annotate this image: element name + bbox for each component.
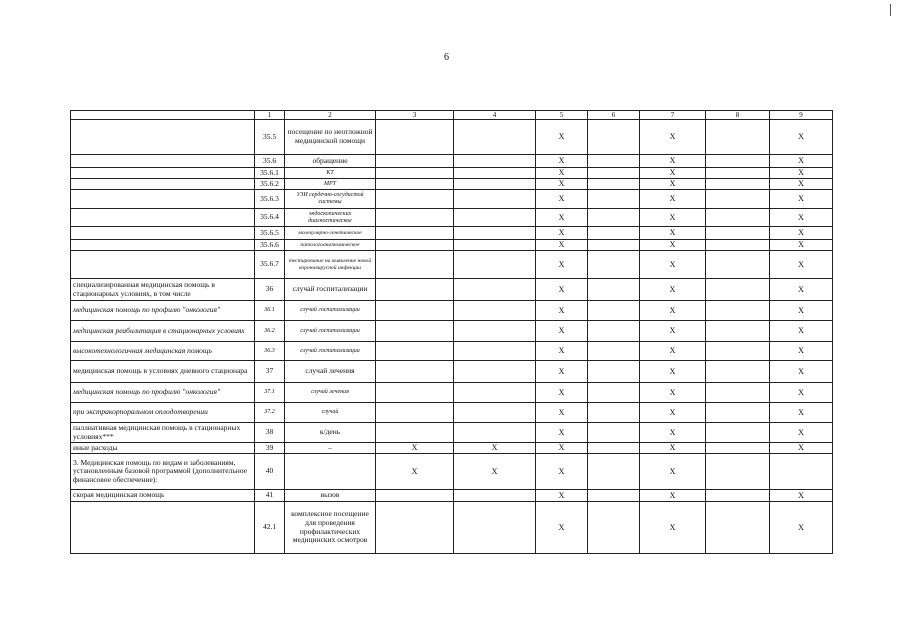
col-5-cell: X [536,454,588,490]
unit-of-measure-cell: случай [285,403,376,423]
table-row [71,454,833,490]
col-3-cell: X [376,454,454,490]
unit-of-measure-cell: комплексное посещение для проведения профилактических медицинских осмотров [285,502,376,554]
row-number-cell: 36.1 [255,301,285,321]
row-number-cell: 37.1 [255,383,285,403]
row-name-cell: медицинская помощь в условиях дневного стационара [71,361,255,383]
row-number-cell: 37 [255,361,285,383]
col-3-cell [376,490,454,502]
col-9-cell: X [770,120,833,155]
col-9-cell: X [770,490,833,502]
row-name-cell [71,190,255,209]
col-8-cell [706,179,770,190]
col-3-cell [376,251,454,279]
col-4-cell [454,168,536,179]
unit-of-measure-cell: УЗИ сердечно-сосудистой системы [285,190,376,209]
col-3-cell [376,383,454,403]
col-5-cell: X [536,490,588,502]
col-5-cell: X [536,321,588,342]
unit-of-measure-cell: молекулярно-генетическое [285,227,376,240]
row-number-cell: 35.6.5 [255,227,285,240]
col-4-cell [454,490,536,502]
col-3-cell: X [376,443,454,454]
row-number-cell: 35.6.7 [255,251,285,279]
header-cell-6: 6 [588,111,640,120]
header-cell-7: 7 [640,111,706,120]
col-9-cell: X [770,279,833,301]
unit-of-measure-cell: – [285,443,376,454]
col-6-cell [588,209,640,227]
col-6-cell [588,251,640,279]
col-8-cell [706,361,770,383]
col-3-cell [376,190,454,209]
unit-of-measure-cell: случай госпитализации [285,342,376,361]
col-7-cell: X [640,490,706,502]
col-5-cell: X [536,342,588,361]
col-6-cell [588,383,640,403]
col-4-cell [454,502,536,554]
col-8-cell [706,342,770,361]
unit-of-measure-cell: случай госпитализации [285,279,376,301]
col-7-cell: X [640,454,706,490]
col-7-cell: X [640,227,706,240]
col-8-cell [706,120,770,155]
col-3-cell [376,227,454,240]
col-4-cell [454,383,536,403]
col-9-cell: X [770,227,833,240]
table-row [71,361,833,383]
col-8-cell [706,251,770,279]
row-name-cell: иные расходы [71,443,255,454]
row-number-cell: 35.6.6 [255,240,285,251]
table-row [71,120,833,155]
col-8-cell [706,240,770,251]
col-4-cell [454,179,536,190]
col-3-cell [376,301,454,321]
col-9-cell: X [770,321,833,342]
col-3-cell [376,155,454,168]
col-6-cell [588,502,640,554]
col-7-cell: X [640,443,706,454]
row-name-cell [71,251,255,279]
col-7-cell: X [640,423,706,443]
col-3-cell [376,168,454,179]
col-4-cell [454,301,536,321]
col-8-cell [706,383,770,403]
col-9-cell: X [770,403,833,423]
table-row [71,209,833,227]
col-4-cell: X [454,454,536,490]
col-5-cell: X [536,443,588,454]
header-cell-empty [71,111,255,120]
col-5-cell: X [536,227,588,240]
row-number-cell: 35.6 [255,155,285,168]
col-8-cell [706,155,770,168]
col-5-cell: X [536,168,588,179]
header-row [71,111,833,120]
col-7-cell: X [640,179,706,190]
col-4-cell [454,251,536,279]
unit-of-measure-cell [285,454,376,490]
col-8-cell [706,227,770,240]
table-row [71,251,833,279]
col-7-cell: X [640,279,706,301]
col-6-cell [588,279,640,301]
col-6-cell [588,227,640,240]
row-name-cell: скорая медицинская помощь [71,490,255,502]
col-8-cell [706,490,770,502]
row-number-cell: 42.1 [255,502,285,554]
row-name-cell [71,240,255,251]
col-7-cell: X [640,301,706,321]
row-name-cell: высокотехнологичная медицинская помощь [71,342,255,361]
col-5-cell: X [536,301,588,321]
col-5-cell: X [536,361,588,383]
header-cell-8: 8 [706,111,770,120]
header-cell-4: 4 [454,111,536,120]
col-7-cell: X [640,342,706,361]
col-3-cell [376,361,454,383]
col-5-cell: X [536,251,588,279]
col-6-cell [588,342,640,361]
col-3-cell [376,240,454,251]
row-name-cell: 3. Медицинская помощь по видам и заболеваниям, установленным базовой программой (дополнительное финансовое обеспечение): [71,454,255,490]
row-number-cell: 37.2 [255,403,285,423]
row-number-cell: 41 [255,490,285,502]
table-row [71,342,833,361]
table-row [71,301,833,321]
table-row [71,168,833,179]
col-7-cell: X [640,155,706,168]
table-row [71,443,833,454]
row-number-cell: 36 [255,279,285,301]
col-7-cell: X [640,209,706,227]
row-name-cell [71,502,255,554]
col-3-cell [376,403,454,423]
col-4-cell [454,227,536,240]
table-row [71,490,833,502]
col-5-cell: X [536,240,588,251]
row-name-cell: паллиативная медицинская помощь в стационарных условиях*** [71,423,255,443]
table-row [71,227,833,240]
col-4-cell [454,403,536,423]
col-3-cell [376,502,454,554]
col-8-cell [706,301,770,321]
row-name-cell [71,155,255,168]
col-6-cell [588,423,640,443]
col-6-cell [588,168,640,179]
col-9-cell: X [770,168,833,179]
col-4-cell [454,209,536,227]
row-number-cell: 35.6.2 [255,179,285,190]
table-row [71,321,833,342]
unit-of-measure-cell: КТ [285,168,376,179]
row-name-cell [71,227,255,240]
row-number-cell: 40 [255,454,285,490]
row-name-cell [71,168,255,179]
col-8-cell [706,168,770,179]
col-6-cell [588,490,640,502]
col-4-cell [454,190,536,209]
header-cell-2: 2 [285,111,376,120]
table-row [71,155,833,168]
col-7-cell: X [640,240,706,251]
col-9-cell: X [770,155,833,168]
row-number-cell: 36.3 [255,342,285,361]
table-row [71,179,833,190]
unit-of-measure-cell: вызов [285,490,376,502]
col-3-cell [376,120,454,155]
col-6-cell [588,454,640,490]
col-5-cell: X [536,383,588,403]
col-8-cell [706,403,770,423]
table-row [71,403,833,423]
col-8-cell [706,423,770,443]
table-row [71,190,833,209]
data-table [70,110,833,554]
col-3-cell [376,209,454,227]
col-7-cell: X [640,502,706,554]
col-9-cell: X [770,190,833,209]
row-name-cell: при экстракорпоральном оплодотворении [71,403,255,423]
row-number-cell: 35.5 [255,120,285,155]
col-6-cell [588,301,640,321]
col-7-cell: X [640,168,706,179]
col-5-cell: X [536,403,588,423]
col-4-cell [454,321,536,342]
col-9-cell [770,454,833,490]
col-4-cell: X [454,443,536,454]
table-row [71,423,833,443]
row-number-cell: 38 [255,423,285,443]
col-5-cell: X [536,279,588,301]
unit-of-measure-cell: патологоанатомическое [285,240,376,251]
col-5-cell: X [536,190,588,209]
col-4-cell [454,361,536,383]
row-number-cell: 35.6.4 [255,209,285,227]
col-4-cell [454,155,536,168]
row-name-cell: медицинская реабилитация в стационарных условиях [71,321,255,342]
col-9-cell: X [770,240,833,251]
unit-of-measure-cell: эндоскопических диагностическое [285,209,376,227]
col-3-cell [376,179,454,190]
row-name-cell [71,179,255,190]
col-9-cell: X [770,301,833,321]
unit-of-measure-cell: к/день [285,423,376,443]
col-4-cell [454,279,536,301]
row-number-cell: 36.2 [255,321,285,342]
col-5-cell: X [536,423,588,443]
col-6-cell [588,443,640,454]
row-name-cell [71,209,255,227]
col-7-cell: X [640,190,706,209]
unit-of-measure-cell: случай госпитализации [285,301,376,321]
col-7-cell: X [640,361,706,383]
unit-of-measure-cell: посещение по неотложной медицинской помощи [285,120,376,155]
col-6-cell [588,361,640,383]
col-5-cell: X [536,179,588,190]
col-9-cell: X [770,179,833,190]
header-cell-5: 5 [536,111,588,120]
col-6-cell [588,403,640,423]
row-name-cell: медицинская помощь по профилю "онкология" [71,301,255,321]
col-4-cell [454,120,536,155]
col-9-cell: X [770,209,833,227]
unit-of-measure-cell: МРТ [285,179,376,190]
row-number-cell: 35.6.3 [255,190,285,209]
col-8-cell [706,502,770,554]
col-3-cell [376,279,454,301]
table-row [71,279,833,301]
col-3-cell [376,423,454,443]
table-row [71,240,833,251]
unit-of-measure-cell: случай лечения [285,383,376,403]
unit-of-measure-cell: тестирование на выявление новой коронавирусной инфекции [285,251,376,279]
unit-of-measure-cell: обращение [285,155,376,168]
col-9-cell: X [770,251,833,279]
header-cell-3: 3 [376,111,454,120]
col-8-cell [706,321,770,342]
col-8-cell [706,454,770,490]
unit-of-measure-cell: случай лечения [285,361,376,383]
col-5-cell: X [536,120,588,155]
col-9-cell: X [770,502,833,554]
col-7-cell: X [640,120,706,155]
col-8-cell [706,209,770,227]
col-9-cell: X [770,342,833,361]
col-7-cell: X [640,251,706,279]
col-9-cell: X [770,383,833,403]
header-cell-9: 9 [770,111,833,120]
unit-of-measure-cell: случай госпитализации [285,321,376,342]
col-5-cell: X [536,155,588,168]
col-8-cell [706,190,770,209]
page-number: 6 [444,52,449,63]
col-5-cell: X [536,209,588,227]
table-row [71,502,833,554]
row-number-cell: 39 [255,443,285,454]
col-3-cell [376,321,454,342]
col-6-cell [588,155,640,168]
col-3-cell [376,342,454,361]
col-7-cell: X [640,383,706,403]
col-9-cell: X [770,443,833,454]
row-name-cell: медицинская помощь по профилю "онкология" [71,383,255,403]
col-8-cell [706,279,770,301]
col-5-cell: X [536,502,588,554]
table-row [71,383,833,403]
row-name-cell [71,120,255,155]
row-name-cell: специализированная медицинская помощь в стационарных условиях, в том числе [71,279,255,301]
col-4-cell [454,240,536,251]
header-cell-1: 1 [255,111,285,120]
scan-edge-mark [890,4,891,16]
row-number-cell: 35.6.1 [255,168,285,179]
col-9-cell: X [770,423,833,443]
col-6-cell [588,240,640,251]
col-4-cell [454,342,536,361]
col-6-cell [588,321,640,342]
col-4-cell [454,423,536,443]
col-6-cell [588,190,640,209]
col-6-cell [588,120,640,155]
col-6-cell [588,179,640,190]
col-7-cell: X [640,321,706,342]
col-8-cell [706,443,770,454]
col-9-cell: X [770,361,833,383]
col-7-cell: X [640,403,706,423]
